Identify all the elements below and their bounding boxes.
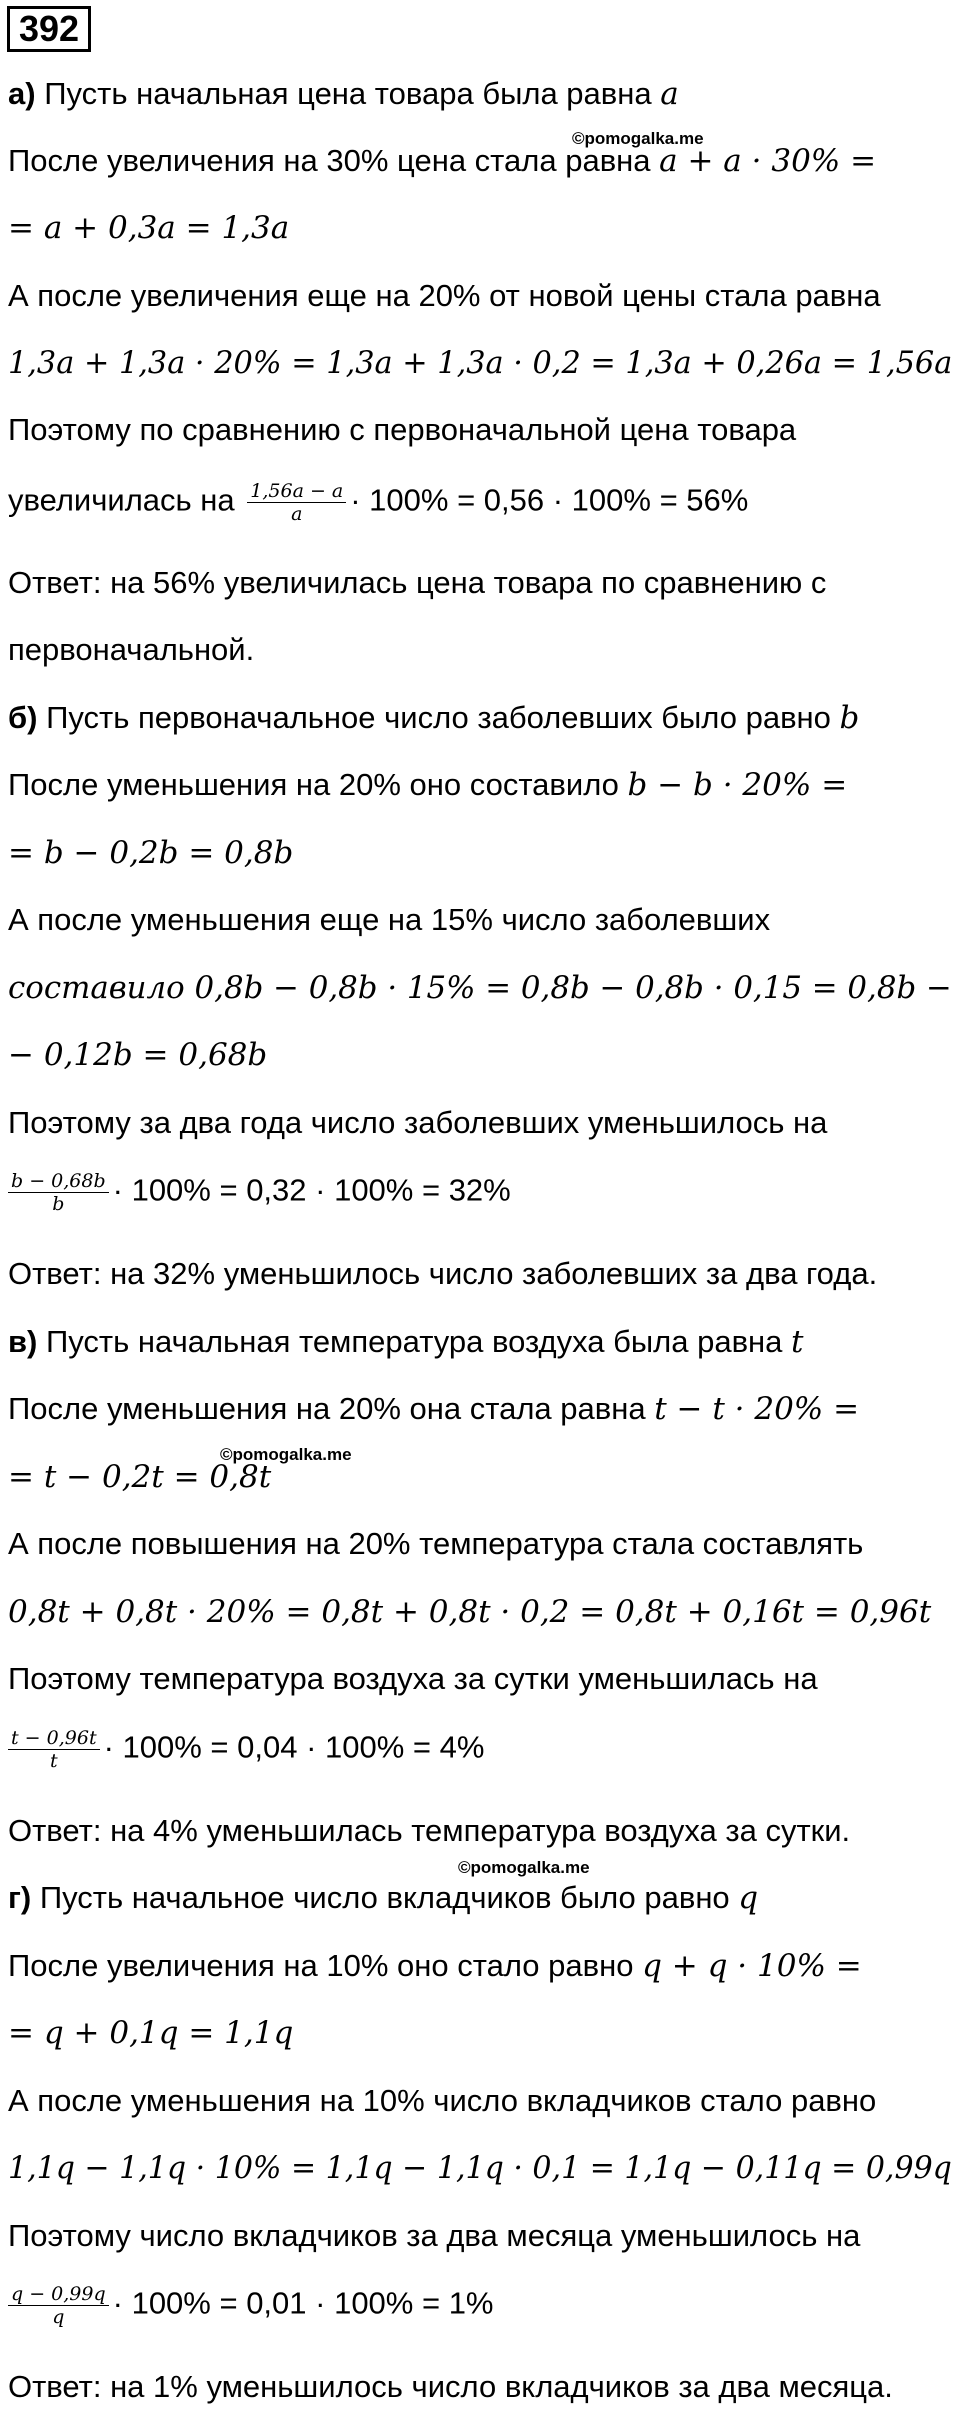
part-a-line-9 bbox=[8, 632, 254, 668]
part-a-label: а) bbox=[8, 76, 36, 111]
part-a-line-8 bbox=[8, 565, 826, 601]
math: q + q · 10% = bbox=[642, 1948, 862, 1984]
math: = b − 0,2b = 0,8b bbox=[8, 835, 294, 871]
part-a-line-3 bbox=[8, 210, 289, 246]
part-b-line-8 bbox=[8, 1170, 511, 1215]
text: После увеличения на 10% оно стало равно bbox=[8, 1948, 643, 1983]
text: Ответ: на 32% уменьшилось число заболевших за два года. bbox=[8, 1256, 878, 1291]
text: Ответ: на 56% увеличилась цена товара по сравнению с bbox=[8, 565, 827, 600]
part-b-line-7 bbox=[8, 1105, 827, 1141]
math: t bbox=[791, 1324, 804, 1360]
fraction-numerator: 1,56a − a bbox=[247, 480, 346, 503]
part-a-line-4 bbox=[8, 278, 881, 314]
part-b-line-9 bbox=[8, 1256, 877, 1292]
text: Ответ: на 4% уменьшилась температура воздуха за сутки. bbox=[8, 1813, 851, 1848]
text: После увеличения на 30% цена стала равна bbox=[8, 143, 660, 178]
part-b-label: б) bbox=[8, 700, 38, 735]
part-c-line-5 bbox=[8, 1594, 931, 1630]
fraction-denominator: a bbox=[291, 503, 303, 525]
fraction-denominator: q bbox=[52, 2306, 65, 2328]
text: После уменьшения на 20% оно составило bbox=[8, 767, 628, 802]
fraction bbox=[8, 1170, 109, 1215]
math: 1,3a + 1,3a · 20% = 1,3a + 1,3a · 0,2 = 1,3a + 0,26a = 1,56a bbox=[8, 345, 953, 381]
fraction-numerator: t − 0,96t bbox=[8, 1727, 100, 1750]
text: Поэтому число вкладчиков за два месяца уменьшилось на bbox=[8, 2218, 861, 2253]
math: · 100% = 0,56 · 100% = 56% bbox=[350, 482, 749, 518]
task-number: 392 bbox=[7, 6, 91, 52]
part-d-line-2 bbox=[8, 1948, 862, 1984]
math: = a + 0,3a = 1,3a bbox=[8, 210, 290, 246]
fraction-denominator: t bbox=[49, 1750, 58, 1772]
part-d-line-5 bbox=[8, 2150, 952, 2186]
math: t − t · 20% = bbox=[654, 1391, 860, 1427]
part-c-label: в) bbox=[8, 1324, 38, 1359]
math: · 100% = 0,04 · 100% = 4% bbox=[103, 1729, 485, 1765]
math: · 100% = 0,01 · 100% = 1% bbox=[112, 2285, 494, 2321]
part-b-line-6 bbox=[8, 1037, 267, 1073]
fraction bbox=[8, 1727, 100, 1772]
text: После уменьшения на 20% она стала равна bbox=[8, 1391, 655, 1426]
part-c-line-2 bbox=[8, 1391, 859, 1427]
fraction-numerator: q − 0,99q bbox=[8, 2283, 109, 2306]
text: А после уменьшения на 10% число вкладчиков стало равно bbox=[8, 2083, 877, 2118]
math: b bbox=[839, 700, 860, 736]
text: А после повышения на 20% температура стала составлять bbox=[8, 1526, 864, 1561]
part-a-line-2 bbox=[8, 143, 876, 179]
text: Пусть начальная температура воздуха была равна bbox=[37, 1324, 792, 1359]
part-b-line-2 bbox=[8, 767, 847, 803]
part-c-line-8 bbox=[8, 1813, 850, 1849]
math: b − b · 20% = bbox=[627, 767, 848, 803]
text: Поэтому температура воздуха за сутки уменьшилась на bbox=[8, 1661, 818, 1696]
part-c-line-7 bbox=[8, 1727, 484, 1772]
fraction-numerator: b − 0,68b bbox=[8, 1170, 109, 1193]
part-a-line-1 bbox=[8, 76, 679, 112]
math: a bbox=[660, 76, 679, 112]
text: Пусть начальная цена товара была равна bbox=[35, 76, 661, 111]
math: 1,1q − 1,1q · 10% = 1,1q − 1,1q · 0,1 = 1,1q − 0,11q = 0,99q bbox=[8, 2150, 952, 2186]
math: − 0,12b = 0,68b bbox=[8, 1037, 268, 1073]
watermark: ©pomogalka.me bbox=[220, 1445, 352, 1464]
part-c-line-4 bbox=[8, 1526, 863, 1562]
text: увеличилась на bbox=[8, 482, 244, 518]
text: Пусть первоначальное число заболевших было равно bbox=[37, 700, 840, 735]
part-d-line-7 bbox=[8, 2283, 494, 2328]
math: = q + 0,1q = 1,1q bbox=[8, 2015, 294, 2051]
math: 0,8t + 0,8t · 20% = 0,8t + 0,8t · 0,2 = 0,8t + 0,16t = 0,96t bbox=[8, 1594, 932, 1630]
part-b-line-5 bbox=[8, 970, 952, 1006]
part-d-label: г) bbox=[8, 1880, 32, 1915]
fraction bbox=[247, 480, 346, 525]
text: первоначальной. bbox=[8, 632, 255, 667]
math: составило 0,8b − 0,8b · 15% = 0,8b − 0,8b · 0,15 = 0,8b − bbox=[8, 970, 952, 1006]
part-d-line-8 bbox=[8, 2369, 893, 2405]
part-d-line-4 bbox=[8, 2083, 876, 2119]
text: Пусть начальное число вкладчиков было равно bbox=[31, 1880, 739, 1915]
part-b-line-1 bbox=[8, 700, 859, 736]
text: Ответ: на 1% уменьшилось число вкладчиков за два месяца. bbox=[8, 2369, 893, 2404]
part-d-line-3 bbox=[8, 2015, 293, 2051]
part-a-line-5 bbox=[8, 345, 952, 381]
math: = t − 0,2t = 0,8t bbox=[8, 1459, 272, 1495]
text: Поэтому за два года число заболевших уменьшилось на bbox=[8, 1105, 828, 1140]
math: a + a · 30% = bbox=[659, 143, 877, 179]
fraction-denominator: b bbox=[52, 1193, 65, 1215]
fraction bbox=[8, 2283, 109, 2328]
math: · 100% = 0,32 · 100% = 32% bbox=[112, 1172, 511, 1208]
part-d-line-6 bbox=[8, 2218, 860, 2254]
watermark: ©pomogalka.me bbox=[572, 129, 704, 148]
part-b-line-3 bbox=[8, 835, 293, 871]
part-a-line-7 bbox=[8, 480, 748, 525]
text: А после увеличения еще на 20% от новой цены стала равна bbox=[8, 278, 881, 313]
part-c-line-3 bbox=[8, 1459, 271, 1495]
part-d-line-1 bbox=[8, 1880, 758, 1916]
part-c-line-6 bbox=[8, 1661, 818, 1697]
math: q bbox=[738, 1880, 759, 1916]
part-a-line-6 bbox=[8, 412, 796, 448]
watermark: ©pomogalka.me bbox=[458, 1858, 590, 1877]
part-b-line-4 bbox=[8, 902, 770, 938]
text: А после уменьшения еще на 15% число заболевших bbox=[8, 902, 771, 937]
part-c-line-1 bbox=[8, 1324, 804, 1360]
text: Поэтому по сравнению с первоначальной цена товара bbox=[8, 412, 797, 447]
